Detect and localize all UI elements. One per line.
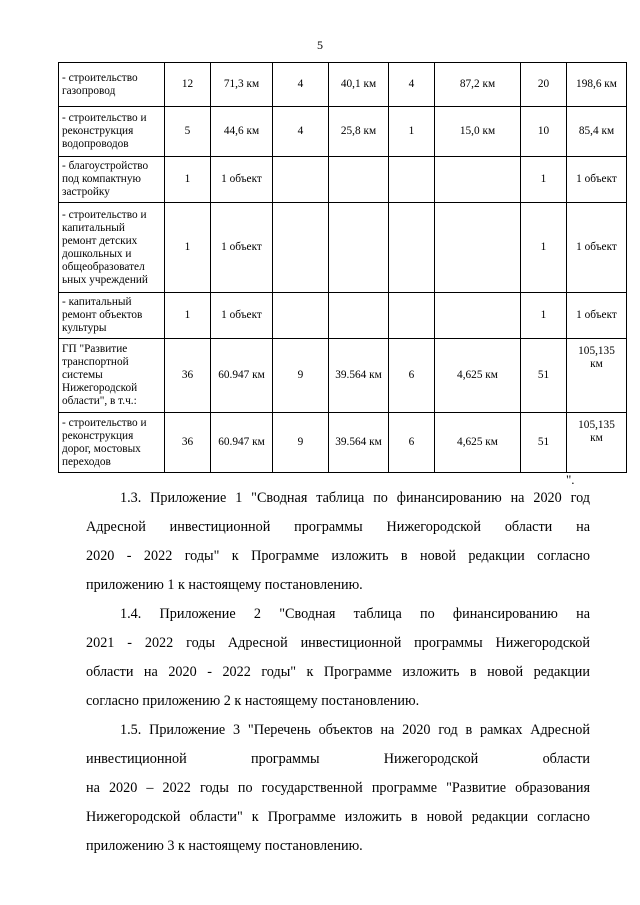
- row-label-line: под компактную: [62, 173, 141, 185]
- table-cell-c2: 60.947 км: [211, 339, 273, 413]
- table-cell-c2: 44,6 км: [211, 107, 273, 157]
- row-label: [59, 293, 165, 339]
- table-cell-c4: 40,1 км: [329, 63, 389, 107]
- objects-table: [58, 62, 627, 473]
- paragraph-line: Адресной инвестиционной программы Нижегородской области на: [86, 519, 590, 535]
- table-cell-c8: 198,6 км: [567, 63, 627, 107]
- paragraph-line: инвестиционной программы Нижегородской области: [86, 751, 590, 767]
- table-row: [59, 413, 627, 473]
- row-label-line: газопровод: [62, 84, 116, 97]
- table-cell-c6: [435, 203, 521, 293]
- paragraph-line: 2020 - 2022 годы" к Программе изложить в новой редакции согласно: [86, 548, 590, 564]
- row-label-line: водопроводов: [62, 138, 129, 150]
- table-cell-c8: [567, 413, 627, 473]
- row-label-line: культуры: [62, 322, 107, 334]
- table-cell-c4: 39.564 км: [329, 339, 389, 413]
- table-cell-c3: [273, 293, 329, 339]
- table-cell-c1: 5: [165, 107, 211, 157]
- table-cell-c4: 39.564 км: [329, 413, 389, 473]
- paragraph-1-4: [86, 600, 590, 716]
- row-label-line: - строительство и: [62, 416, 147, 429]
- table-cell-c5: 6: [389, 413, 435, 473]
- table-row: [59, 157, 627, 203]
- paragraph-line: 2021 - 2022 годы Адресной инвестиционной программы Нижегородской: [86, 635, 590, 651]
- paragraph-line: согласно приложению 2 к настоящему постановлению.: [86, 693, 420, 709]
- row-label-line: - капитальный: [62, 296, 132, 308]
- table-cell-c6: 87,2 км: [435, 63, 521, 107]
- table-cell-c7: 10: [521, 107, 567, 157]
- table-cell-c6: 4,625 км: [435, 339, 521, 413]
- table-cell-c8: 1 объект: [567, 293, 627, 339]
- row-label-line: реконструкция: [62, 429, 134, 442]
- table-cell-c8: [567, 339, 627, 413]
- table-cell-c3: 9: [273, 413, 329, 473]
- row-label-line: - строительство: [62, 71, 138, 84]
- paragraph-line: Нижегородской области" к Программе изложить в новой редакции согласно: [86, 809, 590, 825]
- table-cell-c6: [435, 293, 521, 339]
- table-cell-c5: 1: [389, 107, 435, 157]
- table-cell-c1: 36: [165, 413, 211, 473]
- table-cell-c6: [435, 157, 521, 203]
- paragraph-line: на 2020 – 2022 годы по государственной программе "Развитие образования: [86, 780, 590, 796]
- table-cell-c7: 51: [521, 339, 567, 413]
- table-cell-c1: 1: [165, 203, 211, 293]
- paragraph-line: 1.5. Приложение 3 "Перечень объектов на 2020 год в рамках Адресной: [120, 722, 590, 738]
- row-label-line: ремонт объектов: [62, 309, 143, 321]
- table-cell-c7: 1: [521, 203, 567, 293]
- table-cell-c1: 1: [165, 157, 211, 203]
- table-cell-c8: 1 объект: [567, 203, 627, 293]
- cell-line: км: [590, 358, 603, 370]
- table-cell-c7: 1: [521, 157, 567, 203]
- row-label-line: реконструкция: [62, 125, 134, 137]
- table-row: [59, 63, 627, 107]
- table-cell-c3: 4: [273, 107, 329, 157]
- table-cell-c7: 20: [521, 63, 567, 107]
- table-cell-c3: 9: [273, 339, 329, 413]
- row-label-line: ГП "Развитие: [62, 343, 128, 355]
- row-label: [59, 157, 165, 203]
- table-cell-c5: [389, 293, 435, 339]
- paragraph-1-5: [86, 716, 590, 861]
- row-label-line: ьных учреждений: [62, 273, 148, 286]
- table-row: [59, 293, 627, 339]
- row-label: [59, 107, 165, 157]
- cell-line: км: [590, 432, 603, 444]
- closing-quote: ".: [566, 472, 575, 487]
- table-cell-c7: 1: [521, 293, 567, 339]
- table-cell-c8: 1 объект: [567, 157, 627, 203]
- page-number: 5: [317, 38, 323, 52]
- row-label-line: переходов: [62, 455, 111, 468]
- paragraph-1-3: [86, 484, 590, 600]
- table-cell-c4: [329, 293, 389, 339]
- row-label-line: капитальный: [62, 221, 125, 234]
- table-cell-c1: 1: [165, 293, 211, 339]
- row-label-line: ремонт детских: [62, 234, 138, 247]
- table-cell-c3: [273, 157, 329, 203]
- paragraph-line: 1.4. Приложение 2 "Сводная таблица по финансированию на: [120, 606, 590, 622]
- table-cell-c5: [389, 203, 435, 293]
- row-label-line: общеобразовател: [62, 260, 145, 273]
- row-label-line: застройку: [62, 186, 110, 198]
- table-cell-c4: 25,8 км: [329, 107, 389, 157]
- row-label: [59, 413, 165, 473]
- table-row: [59, 107, 627, 157]
- row-label-line: Нижегородской: [62, 382, 138, 394]
- row-label: [59, 63, 165, 107]
- cell-line: 105,135: [578, 345, 615, 357]
- row-label-line: - благоустройство: [62, 160, 149, 172]
- row-label: [59, 203, 165, 293]
- table-cell-c5: [389, 157, 435, 203]
- table-cell-c4: [329, 203, 389, 293]
- row-label-line: транспортной: [62, 356, 129, 368]
- paragraph-line: приложению 1 к настоящему постановлению.: [86, 577, 363, 593]
- table-row: [59, 203, 627, 293]
- table-cell-c7: 51: [521, 413, 567, 473]
- table-cell-c1: 36: [165, 339, 211, 413]
- table-cell-c6: 15,0 км: [435, 107, 521, 157]
- table-cell-c2: 1 объект: [211, 157, 273, 203]
- table-row: [59, 339, 627, 413]
- table-cell-c2: 60.947 км: [211, 413, 273, 473]
- paragraph-line: области на 2020 - 2022 годы" к Программе изложить в новой редакции: [86, 664, 590, 680]
- table-cell-c5: 4: [389, 63, 435, 107]
- table-cell-c5: 6: [389, 339, 435, 413]
- paragraph-line: 1.3. Приложение 1 "Сводная таблица по финансированию на 2020 год: [120, 490, 590, 506]
- paragraph-line: приложению 3 к настоящему постановлению.: [86, 838, 363, 854]
- row-label-line: области", в т.ч.:: [62, 395, 137, 407]
- table-cell-c3: [273, 203, 329, 293]
- table-cell-c2: 1 объект: [211, 203, 273, 293]
- row-label-line: - строительство и: [62, 208, 147, 221]
- table-cell-c8: 85,4 км: [567, 107, 627, 157]
- row-label-line: системы: [62, 369, 103, 381]
- row-label: [59, 339, 165, 413]
- row-label-line: дошкольных и: [62, 247, 132, 260]
- table-cell-c2: 1 объект: [211, 293, 273, 339]
- cell-line: 105,135: [578, 419, 615, 431]
- table-cell-c6: 4,625 км: [435, 413, 521, 473]
- row-label-line: - строительство и: [62, 112, 147, 124]
- table-cell-c2: 71,3 км: [211, 63, 273, 107]
- table-cell-c3: 4: [273, 63, 329, 107]
- table-cell-c1: 12: [165, 63, 211, 107]
- row-label-line: дорог, мостовых: [62, 442, 141, 455]
- table-cell-c4: [329, 157, 389, 203]
